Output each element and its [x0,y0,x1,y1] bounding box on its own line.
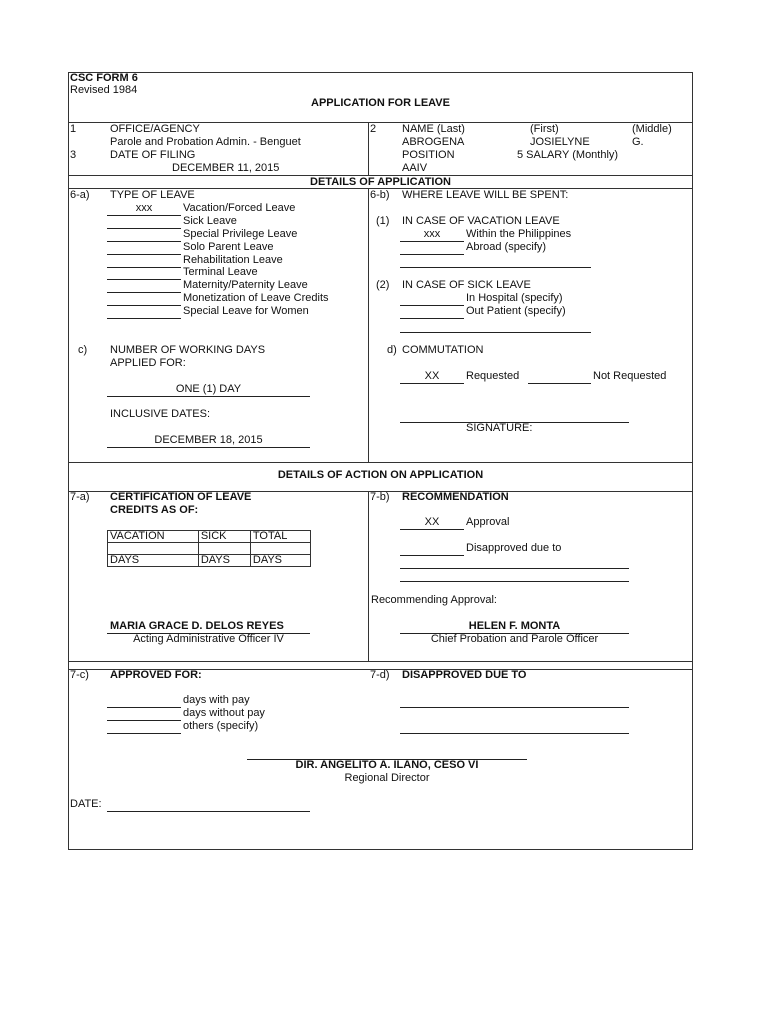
section-letter: d) [387,344,397,356]
inclusive-dates-value[interactable]: DECEMBER 18, 2015 [107,434,310,448]
credits-unit: DAYS [108,555,199,567]
sick-leave-label: IN CASE OF SICK LEAVE [402,279,531,291]
disapproved-due-to-label: DISAPPROVED DUE TO [402,669,527,681]
credits-total-cell[interactable] [250,543,310,555]
leave-type-checkbox[interactable]: xxx [107,202,181,216]
approved-for-label: APPROVED FOR: [110,669,202,681]
requested-checkbox[interactable]: XX [400,370,464,384]
recommending-officer-name: HELEN F. MONTA [468,620,561,632]
divider [68,462,693,463]
disapproved-reason-line[interactable] [400,581,629,582]
others-label: others (specify) [183,720,259,732]
item-number: 2 [370,123,377,135]
credits-header-total: TOTAL [250,531,310,543]
leave-type-checkbox[interactable] [107,266,181,280]
leave-type-option: Maternity/Paternity Leave [183,279,308,291]
leave-type-option: Terminal Leave [183,266,258,278]
out-patient-option: Out Patient (specify) [466,305,566,317]
director-title: Regional Director [344,772,430,784]
days-with-pay-label: days with pay [183,694,250,706]
section-number: 6-a) [70,189,90,201]
details-of-action-heading: DETAILS OF ACTION ON APPLICATION [277,469,484,481]
approval-option: Approval [466,516,510,528]
subsection-number: (2) [376,279,390,291]
date-field[interactable] [107,811,310,812]
inclusive-dates-label: INCLUSIVE DATES: [110,408,211,420]
section-number: 7-c) [70,669,89,681]
divider [368,122,369,175]
recommending-officer-title: Chief Probation and Parole Officer [430,633,599,645]
item-number: 3 [70,149,77,161]
not-requested-option: Not Requested [593,370,667,382]
credits-sick-cell[interactable] [198,543,250,555]
leave-type-checkbox[interactable] [107,228,181,242]
divider [68,661,693,662]
leave-type-checkbox[interactable] [107,241,181,255]
details-of-application-heading: DETAILS OF APPLICATION [310,176,451,188]
director-name: DIR. ANGELITO A. ILANO, CESO VI [295,759,479,771]
leave-type-checkbox[interactable] [107,279,181,293]
name-middle-label: (Middle) [632,123,672,135]
credits-header-vacation: VACATION [108,531,199,543]
disapproved-reason-line[interactable] [400,568,629,569]
credits-as-of-label: CREDITS AS OF: [110,504,199,516]
credits-vacation-cell[interactable] [108,543,199,555]
revision-note: Revised 1984 [70,84,138,96]
date-label: DATE: [70,798,102,810]
filing-date-value: DECEMBER 11, 2015 [172,162,280,174]
sick-specify-field[interactable] [400,332,591,333]
working-days-value[interactable]: ONE (1) DAY [107,383,310,397]
abroad-checkbox[interactable] [400,241,464,255]
leave-type-option: Vacation/Forced Leave [183,202,296,214]
working-days-label: NUMBER OF WORKING DAYS [110,344,266,356]
days-without-pay-label: days without pay [183,707,265,719]
in-hospital-checkbox[interactable] [400,292,464,306]
abroad-specify-field[interactable] [400,267,591,268]
recommending-approval-label: Recommending Approval: [371,594,497,606]
signature-label: SIGNATURE: [466,422,533,434]
within-philippines-checkbox[interactable]: xxx [400,228,464,242]
divider [368,188,369,462]
leave-type-option: Special Leave for Women [183,305,309,317]
section-number: 7-b) [370,491,390,503]
leave-type-checkbox[interactable] [107,215,181,229]
office-value: Parole and Probation Admin. - Benguet [110,136,301,148]
leave-type-checkbox[interactable] [107,305,181,319]
within-philippines-option: Within the Philippines [466,228,572,240]
leave-type-option: Solo Parent Leave [183,241,274,253]
days-without-pay-field[interactable] [107,720,181,721]
subsection-number: (1) [376,215,390,227]
position-label: POSITION [402,149,455,161]
recommendation-label: RECOMMENDATION [402,491,509,503]
name-first-value: JOSIELYNE [530,136,590,148]
abroad-option: Abroad (specify) [466,241,547,253]
leave-type-label: TYPE OF LEAVE [110,189,195,201]
vacation-leave-label: IN CASE OF VACATION LEAVE [402,215,560,227]
credits-unit: DAYS [250,555,310,567]
filing-date-label: DATE OF FILING [110,149,196,161]
applied-for-label: APPLIED FOR: [110,357,186,369]
form-title: APPLICATION FOR LEAVE [311,97,450,109]
certification-label: CERTIFICATION OF LEAVE [110,491,252,503]
certifying-officer-title: Acting Administrative Officer IV [133,633,284,645]
in-hospital-option: In Hospital (specify) [466,292,563,304]
name-first-label: (First) [530,123,559,135]
divider [368,491,369,661]
others-field[interactable] [107,733,181,734]
days-with-pay-field[interactable] [107,707,181,708]
certifying-officer-name: MARIA GRACE D. DELOS REYES [110,620,284,632]
out-patient-checkbox[interactable] [400,305,464,319]
section-letter: c) [78,344,88,356]
disapproved-reason-line[interactable] [400,733,629,734]
leave-type-option: Rehabilitation Leave [183,254,283,266]
section-number: 7-a) [70,491,90,503]
leave-type-option: Monetization of Leave Credits [183,292,329,304]
commutation-label: COMMUTATION [402,344,484,356]
leave-type-checkbox[interactable] [107,292,181,306]
credits-unit: DAYS [198,555,250,567]
section-number: 6-b) [370,189,390,201]
form-number: CSC FORM 6 [70,72,138,84]
leave-type-option: Special Privilege Leave [183,228,298,240]
approval-checkbox[interactable]: XX [400,516,464,530]
name-last-label: NAME (Last) [402,123,465,135]
disapproved-option: Disapproved due to [466,542,562,554]
section-number: 7-d) [370,669,390,681]
leave-credits-table [107,530,311,567]
credits-header-sick: SICK [198,531,250,543]
office-label: OFFICE/AGENCY [110,123,200,135]
leave-type-option: Sick Leave [183,215,237,227]
item-number: 1 [70,123,77,135]
position-value: AAIV [402,162,428,174]
name-middle-value: G. [632,136,644,148]
where-spent-label: WHERE LEAVE WILL BE SPENT: [402,189,569,201]
requested-option: Requested [466,370,520,382]
not-requested-checkbox[interactable] [528,383,591,384]
name-last-value: ABROGENA [402,136,465,148]
salary-label: 5 SALARY (Monthly) [517,149,619,161]
disapproved-checkbox[interactable] [400,555,464,556]
disapproved-reason-line[interactable] [400,707,629,708]
